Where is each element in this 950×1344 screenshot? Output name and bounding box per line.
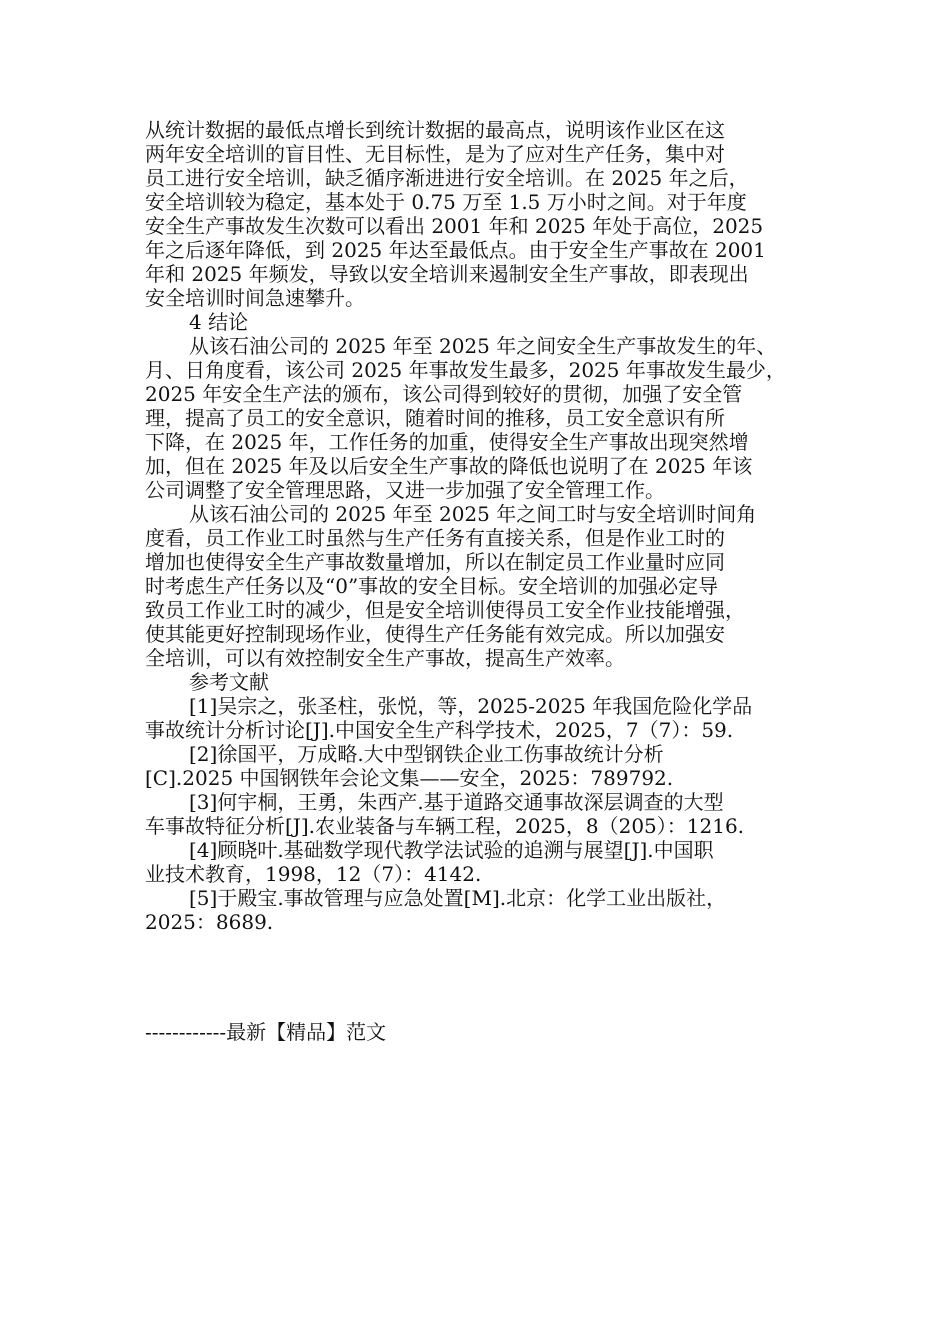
text-line: [3]何宇桐，王勇，朱西产.基于道路交通事故深层调查的大型 <box>189 790 724 814</box>
text-line: 年之后逐年降低，到 2025 年达至最低点。由于安全生产事故在 2001 <box>145 238 766 262</box>
text-line: 车事故特征分析[J].农业装备与车辆工程，2025，8（205）：1216. <box>145 814 745 838</box>
text-line: 员工进行安全培训，缺乏循序渐进进行安全培训。在 2025 年之后， <box>145 166 749 190</box>
text-line: 下降，在 2025 年，工作任务的加重，使得安全生产事故出现突然增 <box>145 430 749 454</box>
text-line: 加，但在 2025 年及以后安全生产事故的降低也说明了在 2025 年该 <box>145 454 753 478</box>
text-line: [4]顾晓叶.基础数学现代教学法试验的追溯与展望[J].中国职 <box>189 838 714 862</box>
text-line: [1]吴宗之，张圣柱，张悦，等，2025-2025 年我国危险化学品 <box>189 694 753 718</box>
text-line: 2025：8689. <box>145 910 274 934</box>
text-line: 年和 2025 年频发，导致以安全培训来遏制安全生产事故，即表现出 <box>145 262 749 286</box>
text-line: 致员工作业工时的减少，但是安全培训使得员工安全作业技能增强， <box>145 598 745 622</box>
text-line: 理，提高了员工的安全意识，随着时间的推移，员工安全意识有所 <box>145 406 725 430</box>
text-line: [5]于殿宝.事故管理与应急处置[M].北京：化学工业出版社， <box>189 886 727 910</box>
footer-text: ------------最新【精品】范文 <box>145 1020 387 1044</box>
text-line: 从统计数据的最低点增长到统计数据的最高点，说明该作业区在这 <box>145 118 725 142</box>
text-line: 从该石油公司的 2025 年至 2025 年之间工时与安全培训时间角 <box>189 502 757 526</box>
text-line: 4 结论 <box>189 310 249 334</box>
text-line: 安全培训时间急速攀升。 <box>145 286 365 310</box>
text-line: 使其能更好控制现场作业，使得生产任务能有效完成。所以加强安 <box>145 622 725 646</box>
text-line: 2025 年安全生产法的颁布，该公司得到较好的贯彻，加强了安全管 <box>145 382 743 406</box>
text-line: 参考文献 <box>189 670 269 694</box>
text-line: 度看，员工作业工时虽然与生产任务有直接关系，但是作业工时的 <box>145 526 725 550</box>
text-line: 安全培训较为稳定，基本处于 0.75 万至 1.5 万小时之间。对于年度 <box>145 190 747 214</box>
text-line: 全培训，可以有效控制安全生产事故，提高生产效率。 <box>145 646 625 670</box>
text-line: 两年安全培训的盲目性、无目标性，是为了应对生产任务，集中对 <box>145 142 725 166</box>
text-line: 安全生产事故发生次数可以看出 2001 年和 2025 年处于高位，2025 <box>145 214 764 238</box>
text-line: 公司调整了安全管理思路，又进一步加强了安全管理工作。 <box>145 478 665 502</box>
text-line: 从该石油公司的 2025 年至 2025 年之间安全生产事故发生的年、 <box>189 334 777 358</box>
text-line: 事故统计分析讨论[J].中国安全生产科学技术，2025，7（7）：59. <box>145 718 734 742</box>
document-body <box>145 118 815 934</box>
text-line: 时考虑生产任务以及“0”事故的安全目标。安全培训的加强必定导 <box>145 574 719 598</box>
text-line: 业技术教育，1998，12（7）：4142. <box>145 862 482 886</box>
text-line: [C].2025 中国钢铁年会论文集——安全，2025：789792. <box>145 766 674 790</box>
text-line: 月、日角度看，该公司 2025 年事故发生最多，2025 年事故发生最少， <box>145 358 786 382</box>
text-line: [2]徐国平，万成略.大中型钢铁企业工伤事故统计分析 <box>189 742 664 766</box>
text-line: 增加也使得安全生产事故数量增加，所以在制定员工作业量时应同 <box>145 550 725 574</box>
